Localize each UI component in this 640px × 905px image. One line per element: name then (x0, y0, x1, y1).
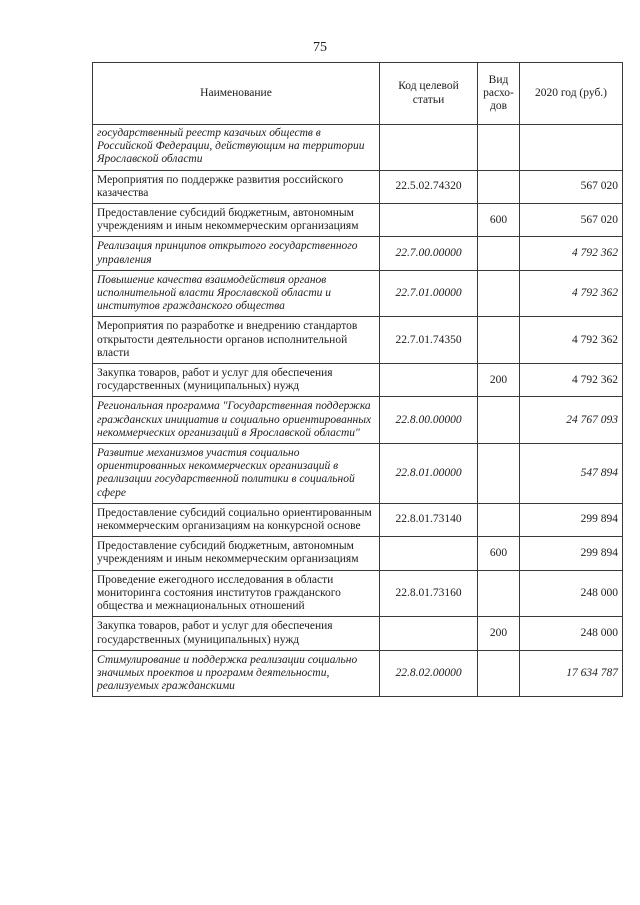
table-row (93, 570, 623, 617)
row-name: Повышение качества взаимодействия органов исполнительной власти Ярославской области и институтов гражданского общества (93, 270, 380, 317)
row-name: Мероприятия по разработке и внедрению стандартов открытости деятельности органов исполнительной власти (93, 317, 380, 364)
row-sum: 248 000 (520, 570, 623, 617)
row-name: Предоставление субсидий социально ориентированным некоммерческим организациям на конкурсной основе (93, 503, 380, 536)
row-type (478, 397, 520, 444)
row-type: 200 (478, 364, 520, 397)
row-code: 22.7.01.74350 (380, 317, 478, 364)
row-code (380, 125, 478, 171)
row-name: Проведение ежегодного исследования в области мониторинга состояния институтов гражданского общества и межнациональных отношений (93, 570, 380, 617)
row-sum: 4 792 362 (520, 237, 623, 270)
table-row (93, 397, 623, 444)
row-code: 22.8.02.00000 (380, 650, 478, 697)
row-code: 22.7.01.00000 (380, 270, 478, 317)
row-name: Предоставление субсидий бюджетным, автономным учреждениям и иным некоммерческим организациям (93, 537, 380, 570)
row-code (380, 204, 478, 237)
row-type (478, 170, 520, 203)
row-code: 22.8.01.73160 (380, 570, 478, 617)
row-type: 200 (478, 617, 520, 650)
row-name: Реализация принципов открытого государственного управления (93, 237, 380, 270)
row-sum: 299 894 (520, 537, 623, 570)
row-name: Региональная программа "Государственная поддержка гражданских инициатив и социально ориентированных некоммерческих организаций в Ярославской области" (93, 397, 380, 444)
row-name: Закупка товаров, работ и услуг для обеспечения государственных (муниципальных) нужд (93, 617, 380, 650)
table-row (93, 444, 623, 504)
row-type (478, 650, 520, 697)
header-name: Наименование (93, 63, 380, 125)
row-code: 22.7.00.00000 (380, 237, 478, 270)
table-row (93, 125, 623, 171)
row-type (478, 570, 520, 617)
row-code (380, 537, 478, 570)
row-sum (520, 125, 623, 171)
row-sum: 17 634 787 (520, 650, 623, 697)
table-row (93, 317, 623, 364)
row-code (380, 617, 478, 650)
row-name: Стимулирование и поддержка реализации социально значимых проектов и программ деятельности, реализуемых гражданскими (93, 650, 380, 697)
table-row (93, 537, 623, 570)
row-sum: 547 894 (520, 444, 623, 504)
page-number: 75 (313, 40, 327, 55)
row-code: 22.5.02.74320 (380, 170, 478, 203)
row-type: 600 (478, 537, 520, 570)
row-sum: 4 792 362 (520, 364, 623, 397)
row-type: 600 (478, 204, 520, 237)
row-code: 22.8.01.00000 (380, 444, 478, 504)
row-name: Развитие механизмов участия социально ориентированных некоммерческих организаций в реализации государственной политики в социальной сфере (93, 444, 380, 504)
row-name: Предоставление субсидий бюджетным, автономным учреждениям и иным некоммерческим организациям (93, 204, 380, 237)
table-row (93, 617, 623, 650)
table-row (93, 650, 623, 697)
table-row (93, 503, 623, 536)
row-sum: 4 792 362 (520, 270, 623, 317)
table-header-row (93, 63, 623, 125)
budget-table (92, 62, 623, 697)
header-type: Вид расхо-дов (478, 63, 520, 125)
header-sum: 2020 год (руб.) (520, 63, 623, 125)
table-row (93, 270, 623, 317)
table-row (93, 364, 623, 397)
row-name: государственный реестр казачьих обществ в Российской Федерации, действующим на территории Ярославской области (93, 125, 380, 171)
row-sum: 248 000 (520, 617, 623, 650)
table-row (93, 204, 623, 237)
row-sum: 567 020 (520, 204, 623, 237)
row-code: 22.8.00.00000 (380, 397, 478, 444)
row-name: Закупка товаров, работ и услуг для обеспечения государственных (муниципальных) нужд (93, 364, 380, 397)
row-sum: 299 894 (520, 503, 623, 536)
row-sum: 24 767 093 (520, 397, 623, 444)
row-sum: 4 792 362 (520, 317, 623, 364)
row-type (478, 237, 520, 270)
table-row (93, 170, 623, 203)
row-type (478, 444, 520, 504)
row-sum: 567 020 (520, 170, 623, 203)
row-type (478, 503, 520, 536)
row-type (478, 270, 520, 317)
row-type (478, 317, 520, 364)
row-code (380, 364, 478, 397)
row-type (478, 125, 520, 171)
header-code: Код целевой статьи (380, 63, 478, 125)
row-code: 22.8.01.73140 (380, 503, 478, 536)
row-name: Мероприятия по поддержке развития российского казачества (93, 170, 380, 203)
table-row (93, 237, 623, 270)
